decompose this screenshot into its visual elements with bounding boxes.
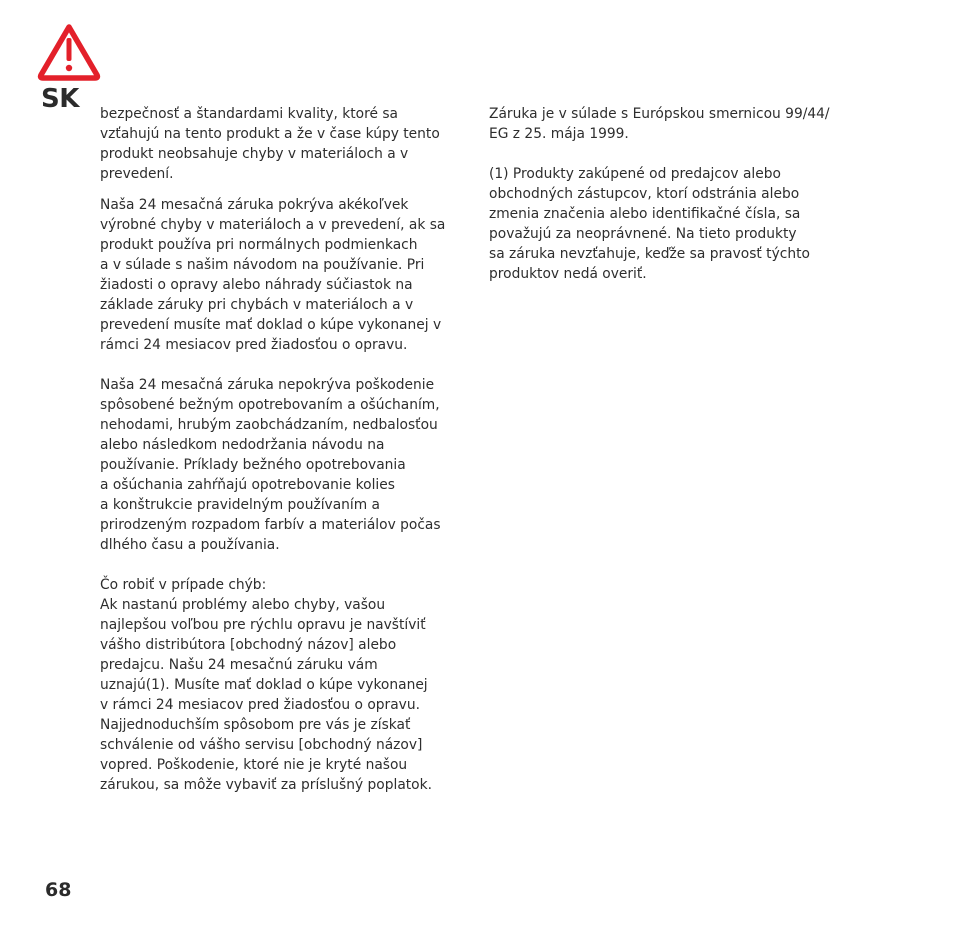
paragraph-warranty-coverage: Naša 24 mesačná záruka pokrýva akékoľvek výrobné chyby v materiáloch a v prevedení, ak sa produkt používa pri normálnych podmienkach a v súlade s našim návodom na používanie. Pri žiadosti o opravy alebo náhrady súčiastok na základe záruky pri chybách v materiáloch a v prevedení musíte mať doklad o kúpe vykonanej v rámci 24 mesiacov pred žiadosťou o opravu. xyxy=(100,197,446,353)
warning-triangle-icon xyxy=(36,22,102,82)
language-code: SK xyxy=(41,84,79,114)
right-column xyxy=(489,104,849,284)
page-number: 68 xyxy=(45,879,72,901)
paragraph-eu-directive: Záruka je v súlade s Európskou smernicou 99/44/ EG z 25. mája 1999. xyxy=(489,106,830,142)
left-column xyxy=(100,104,470,795)
paragraph-footnote: (1) Produkty zakúpené od predajcov alebo obchodných zástupcov, ktorí odstránia alebo zmenia značenia alebo identifikačné čísla, sa považujú za neoprávnené. Na tieto produkty sa záruka nevzťahuje, keďže sa pravosť týchto produktov nedá overiť. xyxy=(489,166,810,282)
paragraph-warranty-intro: bezpečnosť a štandardami kvality, ktoré sa vzťahujú na tento produkt a že v čase kúpy tento produkt neobsahuje chyby v materiáloch a v prevedení. xyxy=(100,106,440,182)
paragraph-warranty-exclusions: Naša 24 mesačná záruka nepokrýva poškodenie spôsobené bežným opotrebovaním a ošúchaním, nehodami, hrubým zaobchádzaním, nedbalosťou alebo následkom nedodržania návodu na používanie. Príklady bežného opotrebovania a ošúchania zahŕňajú opotrebovanie kolies a konštrukcie pravidelným používaním a prirodzeným rozpadom farbív a materiálov počas dlhého času a používania. xyxy=(100,377,441,553)
paragraph-defect-procedure: Čo robiť v prípade chýb: Ak nastanú problémy alebo chyby, vašou najlepšou voľbou pre rýchlu opravu je navštíviť vášho distribútora [obchodný názov] alebo predajcu. Našu 24 mesačnú záruku vám uznajú(1). Musíte mať doklad o kúpe vykonanej v rámci 24 mesiacov pred žiadosťou o opravu. Najjednoduchším spôsobom pre vás je získať schválenie od vášho servisu [obchodný názov] vopred. Poškodenie, ktoré nie je kryté našou zárukou, sa môže vybaviť za príslušný poplatok. xyxy=(100,577,432,793)
